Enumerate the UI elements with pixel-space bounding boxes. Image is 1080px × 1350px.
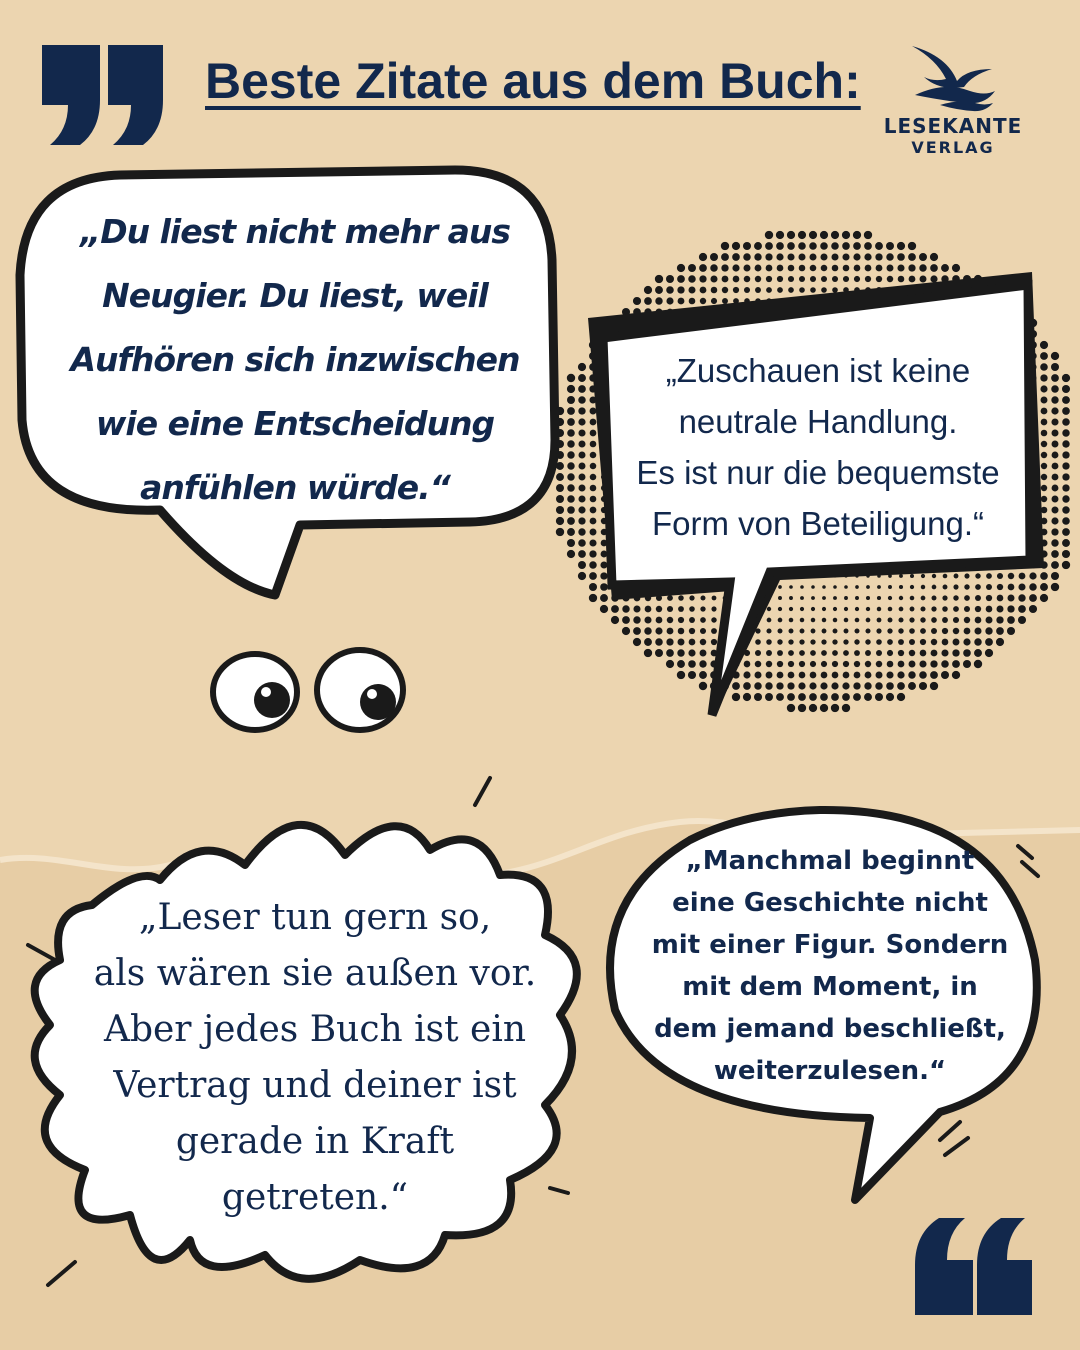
googly-eyes-icon	[213, 650, 403, 730]
logo-name: LESEKANTE	[883, 114, 1023, 138]
quote-text-4: „Manchmal beginnt eine Geschichte nicht mit einer Figur. Sondern mit dem Moment, in dem jemand beschließt, weiterzulesen.“	[651, 846, 1009, 1086]
quote-text-3: „Leser tun gern so, als wären sie außen vor. Aber jedes Buch ist ein Vertrag und deiner ist gerade in Kraft getreten.“	[93, 897, 537, 1218]
page-title: Beste Zitate aus dem Buch:	[205, 53, 861, 109]
quote-text-1: „Du liest nicht mehr aus Neugier. Du liest, weil Aufhören sich inzwischen wie eine Entscheidung anfühlen würde.“	[70, 212, 520, 507]
logo-subtitle: VERLAG	[911, 138, 995, 157]
quote-text-2: „Zuschauen ist keine neutrale Handlung. Es ist nur die bequemste Form von Beteiligung.“	[636, 352, 1000, 542]
closing-quote-mark-icon	[42, 45, 163, 145]
bird-over-waves-icon	[912, 46, 995, 111]
